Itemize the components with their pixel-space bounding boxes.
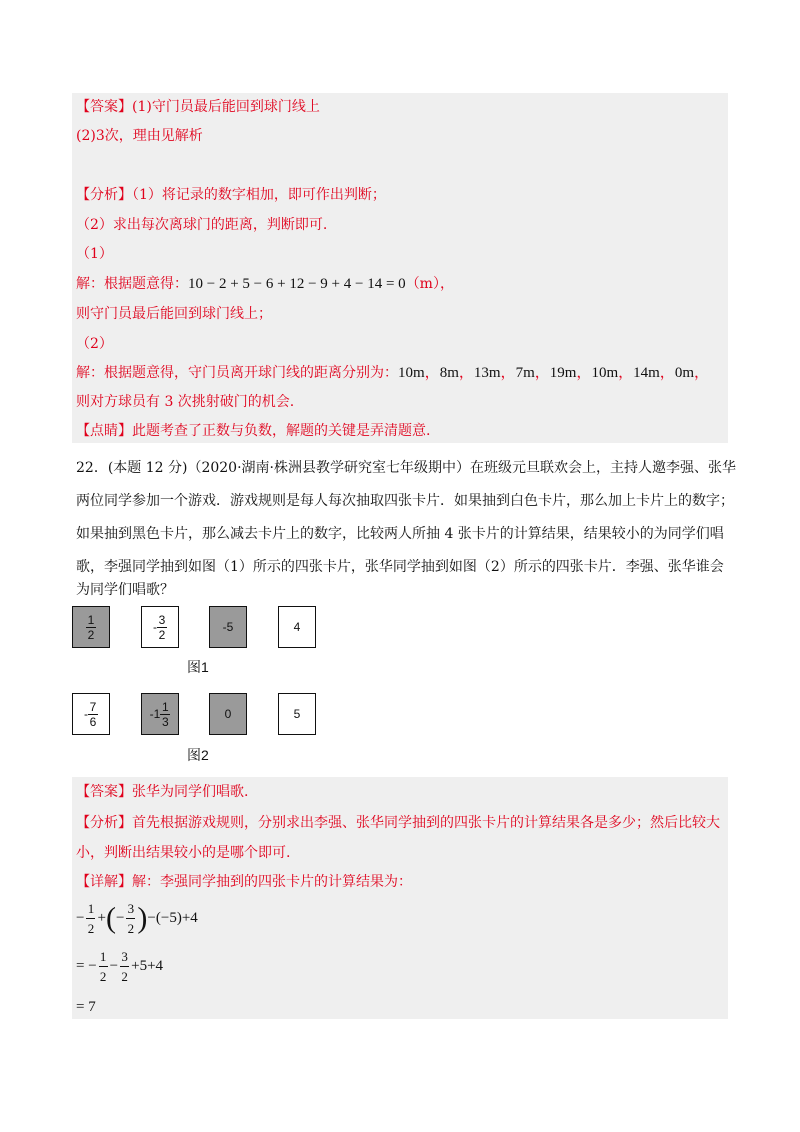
analysis-line-1 (76, 186, 386, 204)
answer-1: (1)守门员最后能回到球门线上 (132, 99, 320, 115)
distance-value: 10m (398, 365, 425, 381)
solution-2-prefix: 解：根据题意得，守门员离开球门线的距离分别为： (76, 365, 398, 381)
expr1-inner-sign: − (115, 910, 125, 926)
detail-line (76, 873, 412, 891)
figure-1-caption: 图1 (187, 659, 209, 675)
fig2-card-2-sign: -1 (149, 707, 161, 721)
analysis-tag: 【分析】 (76, 187, 132, 203)
part2-label: （2） (76, 336, 113, 352)
analysis-text-b1: 首先根据游戏规则，分别求出李强、张华同学抽到的四张卡片的计算结果各是多少；然后比较大 (132, 815, 720, 831)
solution-1-line (76, 275, 454, 293)
distance-value: 19m (549, 365, 577, 381)
distance-value: 13m (473, 365, 501, 381)
analysis-1: （1）将记录的数字相加，即可作出判断； (132, 187, 386, 203)
comment-tag: 【点睛】 (76, 423, 132, 439)
solution-1-prefix: 解：根据题意得： (76, 276, 188, 292)
expr1-rest: −(−5)+4 (147, 910, 198, 926)
expr2-lead: = − (76, 958, 97, 974)
expr1-f2-den: 2 (127, 921, 135, 937)
analysis-text-b2: 小，判断出结果较小的是哪个即可. (76, 845, 291, 861)
fig2-card-4: 5 (278, 693, 316, 735)
fig1-card-1-den: 2 (87, 627, 95, 642)
expr2-f2-den: 2 (121, 969, 128, 985)
value-separator: ， (424, 365, 440, 381)
distance-value: 14m (633, 365, 660, 381)
distance-value: 10m (591, 365, 619, 381)
fig1-card-2-sign: - (153, 620, 157, 634)
answer-line-2 (76, 783, 248, 801)
comment-text: 此题考查了正数与负数，解题的关键是弄清题意. (132, 423, 431, 439)
fig2-card-2 (141, 693, 179, 735)
expr2-f1-den: 2 (99, 969, 107, 985)
answer-tag: 【答案】 (76, 99, 132, 115)
fig1-card-3: -5 (209, 606, 247, 648)
solution-1-math: 10 − 2 + 5 − 6 + 12 − 9 + 4 − 14 = 0 (188, 276, 406, 292)
detail-tag: 【详解】 (76, 874, 132, 890)
analysis-tag-2: 【分析】 (76, 815, 132, 831)
value-separator: ， (534, 365, 550, 381)
part1-label: （1） (76, 246, 113, 262)
answer-2: (2)3次，理由见解析 (76, 128, 203, 144)
figure-2-caption: 图2 (187, 747, 209, 763)
expr2-f2-num: 3 (121, 949, 128, 965)
fig1-card-2-num: 3 (158, 612, 166, 627)
analysis-line-b1 (76, 814, 720, 832)
expression-1: − $\frac{1}{2}$ +(− $\frac{3}{2}$ )−(−5)+4 (76, 901, 198, 937)
solution-1-unit: （m）， (405, 276, 454, 292)
value-separator: ， (618, 365, 634, 381)
fig2-card-2-den: 3 (161, 714, 169, 729)
expr2-minus: − (109, 958, 119, 974)
solution-2-line (76, 364, 709, 382)
solution-2-values (398, 365, 709, 381)
question-line-2: 两位同学参加一个游戏．游戏规则是每人每次抽取四张卡片．如果抽到白色卡片，那么加上卡片上的数字； (76, 493, 734, 509)
answer-block-1 (72, 93, 728, 443)
expression-3: = 7 (76, 999, 96, 1015)
distance-value: 0m (674, 365, 694, 381)
comment-line (76, 422, 430, 440)
answer-text-2: 张华为同学们唱歌. (132, 784, 249, 800)
question-line-5: 为同学们唱歌？ (76, 582, 174, 598)
fig2-card-1-num: 7 (89, 699, 97, 714)
question-line-1: 22．(本题 12 分)（2020·湖南·株洲县教学研究室七年级期中）在班级元旦联欢会上，主持人邀李强、张华 (76, 460, 736, 476)
fig2-card-1-den: 6 (89, 714, 97, 729)
solution-1-conclusion: 则守门员最后能回到球门线上； (76, 306, 272, 322)
expr1-lead: − (76, 910, 85, 926)
question-line-4: 歌，李强同学抽到如图（1）所示的四张卡片，张华同学抽到如图（2）所示的四张卡片．李强、张华谁会 (76, 559, 724, 575)
expr1-f1-den: 2 (87, 921, 95, 937)
solution-2-conclusion: 则对方球员有 3 次挑射破门的机会. (76, 394, 295, 410)
expr2-f1-num: 1 (99, 949, 107, 965)
fig2-card-1 (72, 693, 110, 735)
distance-value: 7m (515, 365, 535, 381)
expr1-f1-num: 1 (87, 901, 95, 917)
fig2-card-3: 0 (209, 693, 247, 735)
fig1-card-2-den: 2 (158, 627, 166, 642)
expr1-f2-num: 3 (127, 901, 135, 917)
answer-line (76, 98, 320, 116)
fig1-card-1 (72, 606, 110, 648)
answer-tag-2: 【答案】 (76, 784, 132, 800)
expression-2 (76, 946, 163, 986)
fig1-card-2 (141, 606, 179, 648)
fig1-card-4: 4 (278, 606, 316, 648)
distance-value: 8m (439, 365, 459, 381)
fig2-card-2-num: 1 (161, 699, 169, 714)
expr2-rest: +5+4 (131, 958, 164, 974)
fig2-card-1-sign: - (84, 707, 88, 721)
question-line-3: 如果抽到黑色卡片，那么减去卡片上的数字，比较两人所抽 4 张卡片的计算结果，结果较小的为同学们唱 (76, 526, 724, 542)
value-separator: ， (576, 365, 592, 381)
value-separator: ， (693, 365, 709, 381)
analysis-2: （2）求出每次离球门的距离，判断即可. (76, 217, 328, 233)
value-separator: ， (659, 365, 675, 381)
expr1-plus: + (97, 910, 106, 926)
detail-text: 解：李强同学抽到的四张卡片的计算结果为： (132, 874, 412, 890)
value-separator: ， (500, 365, 516, 381)
value-separator: ， (458, 365, 474, 381)
fig1-card-1-num: 1 (87, 612, 95, 627)
